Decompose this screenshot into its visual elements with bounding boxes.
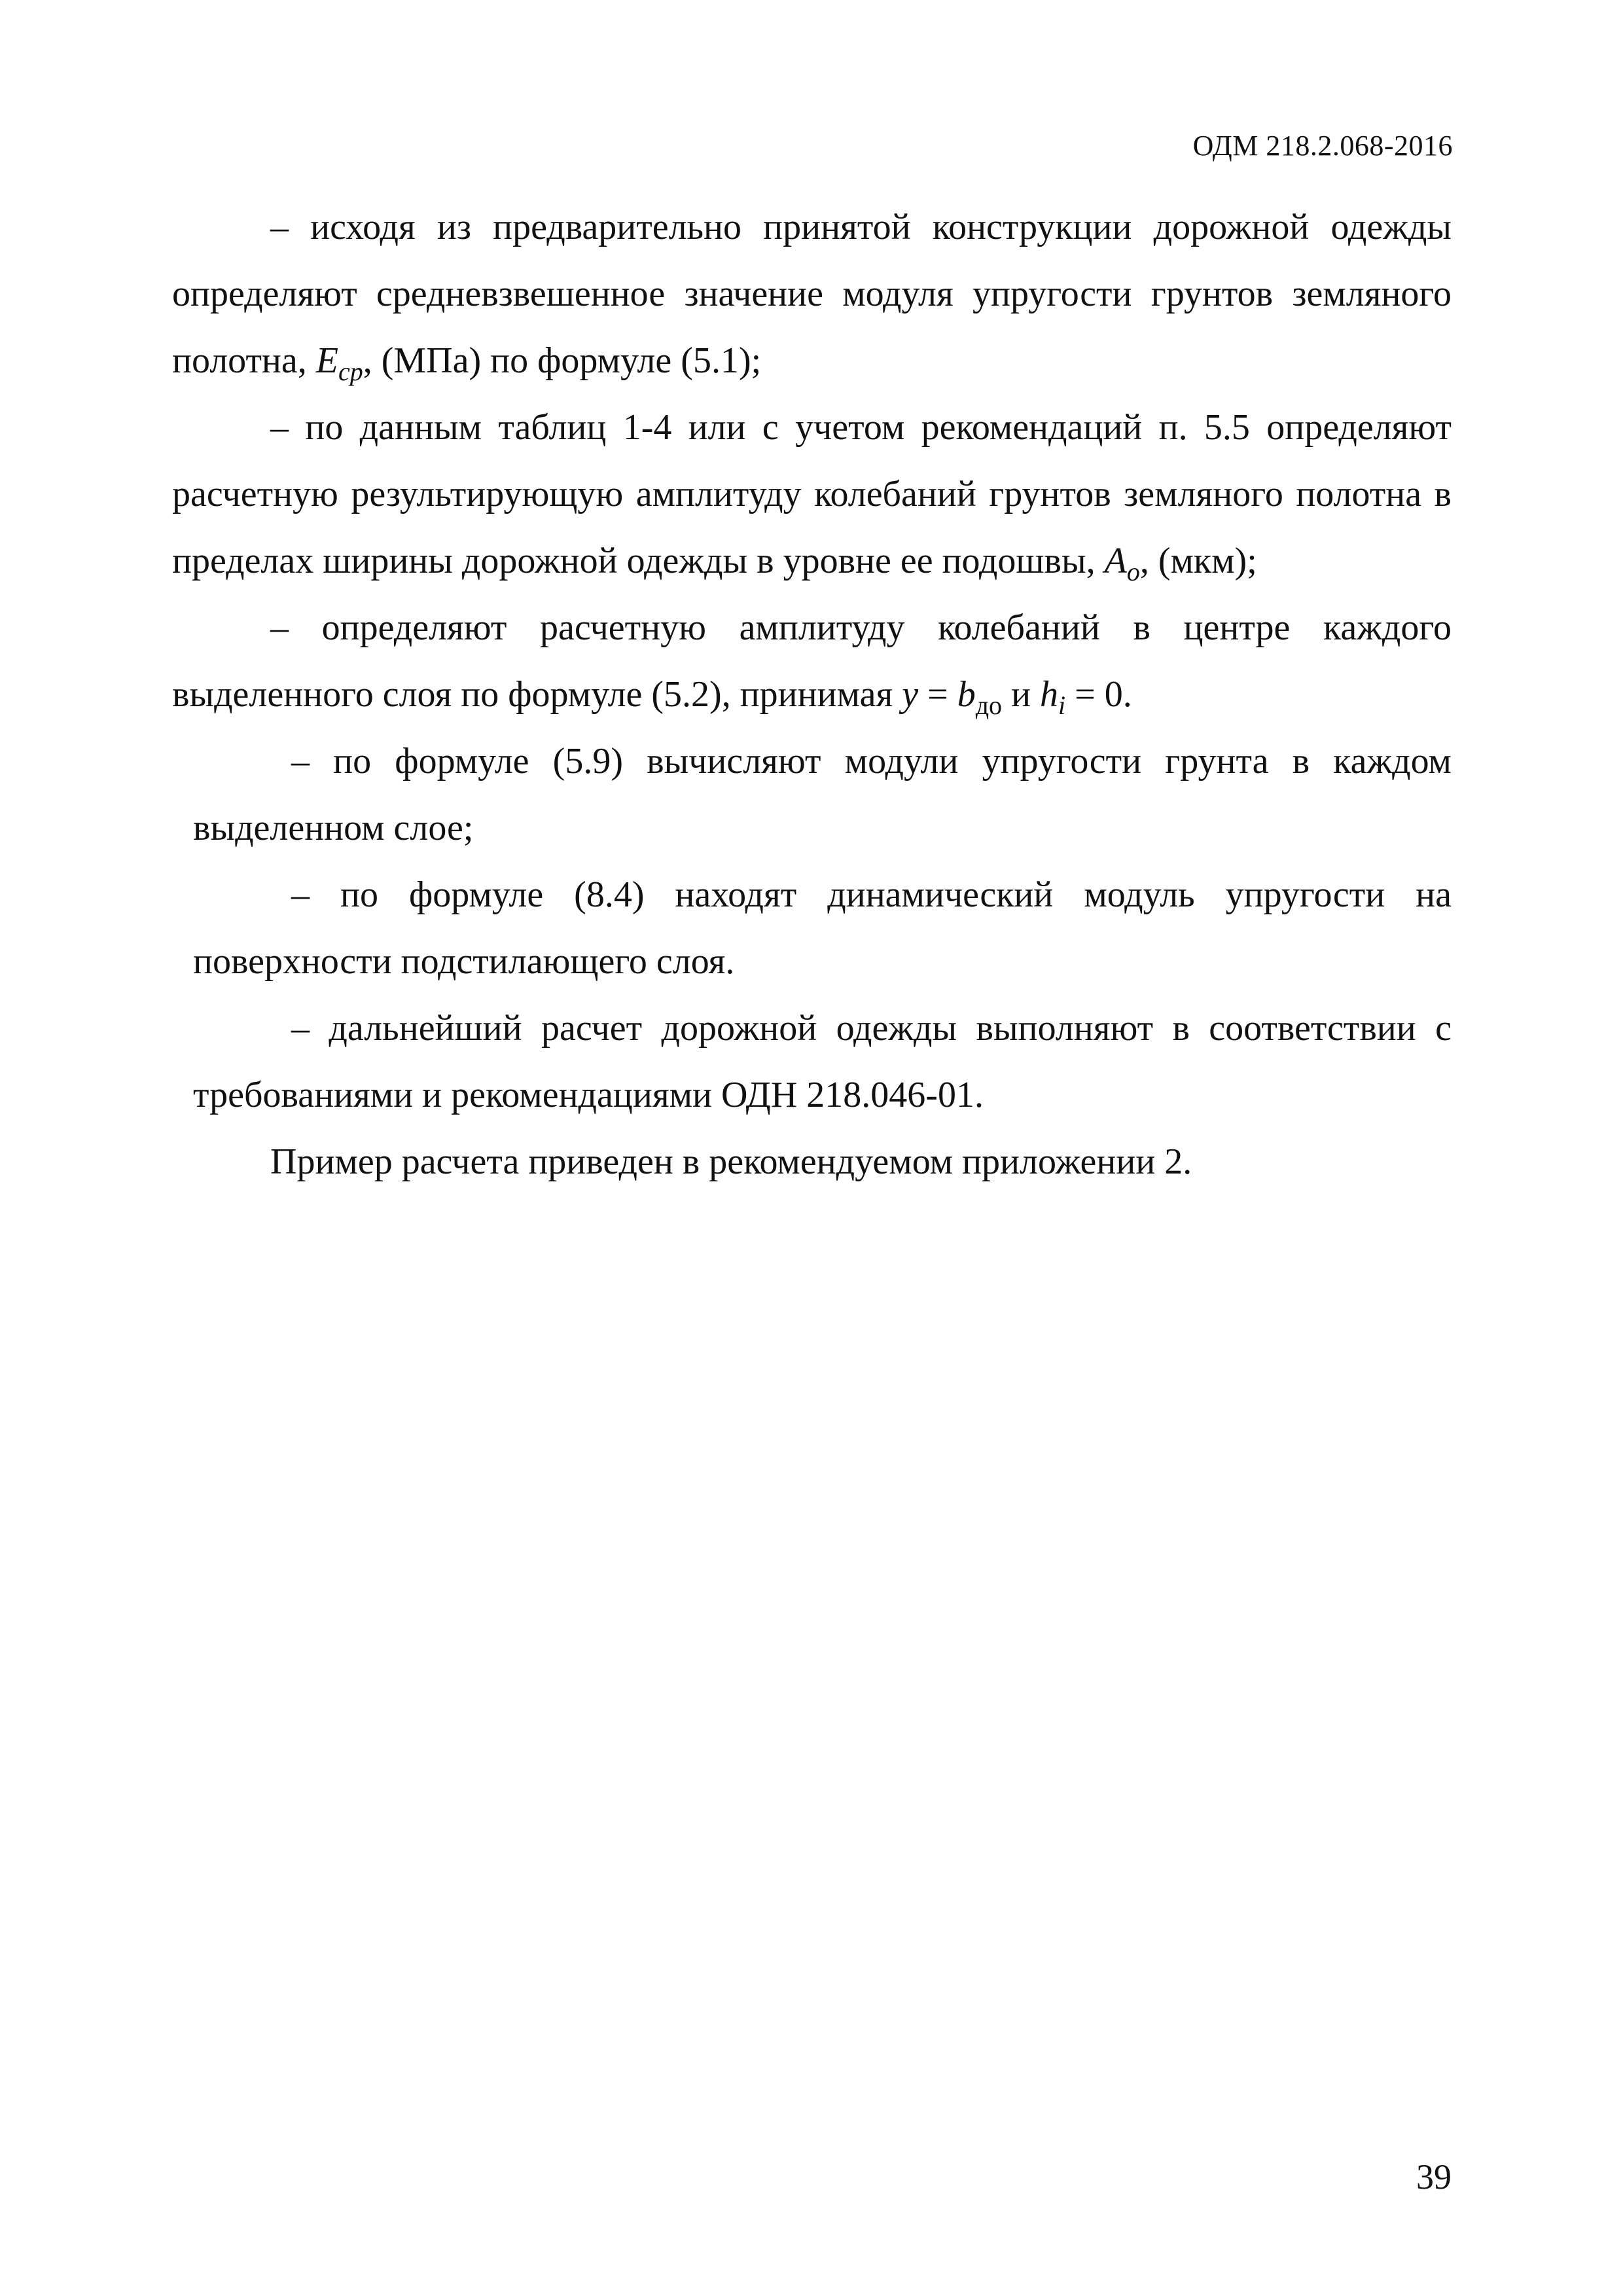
item-text: – по данным таблиц 1-4 или с учетом рекомендаций п. 5.5 определяют расчетную результирующую амплитуду колебаний грунтов земляного полотна в пределах ширины дорожной одежды в уровне ее подошвы, — [172, 407, 1452, 581]
formula-symbol: y — [902, 674, 919, 715]
item-text: – определяют расчетную амплитуду колебаний в центре каждого выделенного слоя по формуле (5.2), принимая — [172, 607, 1452, 715]
example-reference: Пример расчета приведен в рекомендуемом приложении 2. — [270, 1141, 1192, 1182]
document-code-header: ОДМ 218.2.068-2016 — [1192, 130, 1453, 162]
list-item-layer-amplitude: – определяют расчетную амплитуду колебаний в центре каждого выделенного слоя по формуле (5.2), принимая $y = b_{до}$ и $h_i = 0$. — [172, 607, 1452, 720]
formula-symbol: A — [1104, 541, 1127, 581]
main-text — [172, 194, 1452, 1195]
list-item-modulus — [172, 194, 1452, 394]
formula-value: 0 — [1104, 674, 1123, 715]
formula-subscript: cp — [338, 357, 363, 386]
item-text-tail: . — [1122, 674, 1132, 715]
page-number: 39 — [1416, 2157, 1452, 2197]
formula-subscript: o — [1126, 557, 1140, 586]
formula-symbol: h — [1040, 674, 1059, 715]
item-text-tail: , (МПа) по формуле (5.1); — [363, 340, 762, 381]
list-item-amplitude — [172, 394, 1452, 594]
list-item-layer-modulus: – по формуле (5.9) вычисляют модули упругости грунта в каждом выделенном слое; — [193, 741, 1452, 848]
item-text-tail: , (мкм); — [1139, 541, 1257, 581]
item-text: – исходя из предварительно принятой конструкции дорожной одежды определяют средневзвешенное значение модуля упругости грунтов земляного полотна, — [172, 207, 1452, 381]
formula-symbol: b — [957, 674, 976, 715]
list-item-further-calculation: – дальнейший расчет дорожной одежды выполняют в соответствии с требованиями и рекомендациями ОДН 218.046-01. — [193, 1008, 1452, 1115]
list-item-dynamic-modulus: – по формуле (8.4) находят динамический модуль упругости на поверхности подстилающего слоя. — [193, 874, 1452, 982]
formula-subscript: i — [1058, 691, 1066, 720]
item-conjunction: и — [1002, 674, 1041, 715]
formula-subscript: до — [975, 691, 1003, 720]
formula-symbol: E — [315, 340, 338, 381]
